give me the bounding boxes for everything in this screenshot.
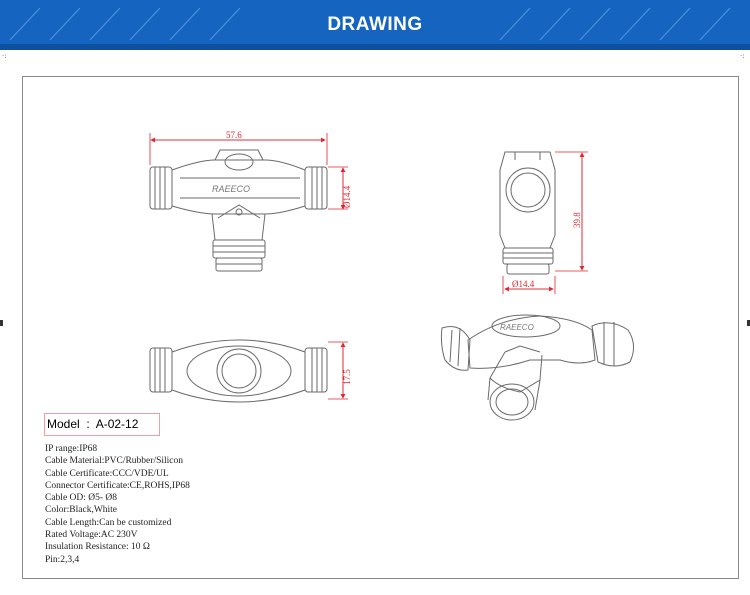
corner-mark-tl: ·: (2, 52, 7, 60)
dim-diameter-front: Ø14.4 (342, 185, 352, 208)
front-view (150, 150, 327, 271)
corner-mark-tr: ·: (740, 52, 745, 60)
spec-item: Cable Material:PVC/Rubber/Silicon (45, 456, 183, 467)
isometric-view (441, 315, 633, 420)
spec-item: Insulation Resistance: 10 Ω (45, 542, 150, 553)
dim-width-top: 57.6 (226, 130, 242, 140)
spec-item: Rated Voltage:AC 230V (45, 530, 138, 541)
spec-item: IP range:IP68 (45, 444, 98, 454)
model-label: Model : A-02-12 (47, 417, 139, 431)
spec-list (45, 443, 190, 566)
spec-item: Cable OD: Ø5- Ø8 (45, 493, 118, 504)
brand-mark-front: RAEECO (212, 184, 251, 194)
brand-mark-3d: RAEECO (500, 323, 534, 332)
dim-height-side: 39.8 (572, 212, 582, 228)
spec-item: Cable Length:Can be customized (45, 517, 172, 528)
dim-diameter-side: Ø14.4 (512, 279, 535, 289)
spec-item: Pin:2,3,4 (45, 554, 80, 565)
spec-item: Color:Black,White (45, 505, 118, 516)
spec-item: Cable Certificate:CCC/VDE/UL (45, 468, 169, 479)
side-view (500, 152, 555, 274)
page-title: DRAWING (327, 14, 423, 35)
dim-height-bottom: 17.5 (342, 369, 352, 385)
register-mark-left (0, 320, 3, 326)
spec-item: Connector Certificate:CE,ROHS,IP68 (45, 480, 190, 491)
bottom-view (150, 340, 327, 402)
